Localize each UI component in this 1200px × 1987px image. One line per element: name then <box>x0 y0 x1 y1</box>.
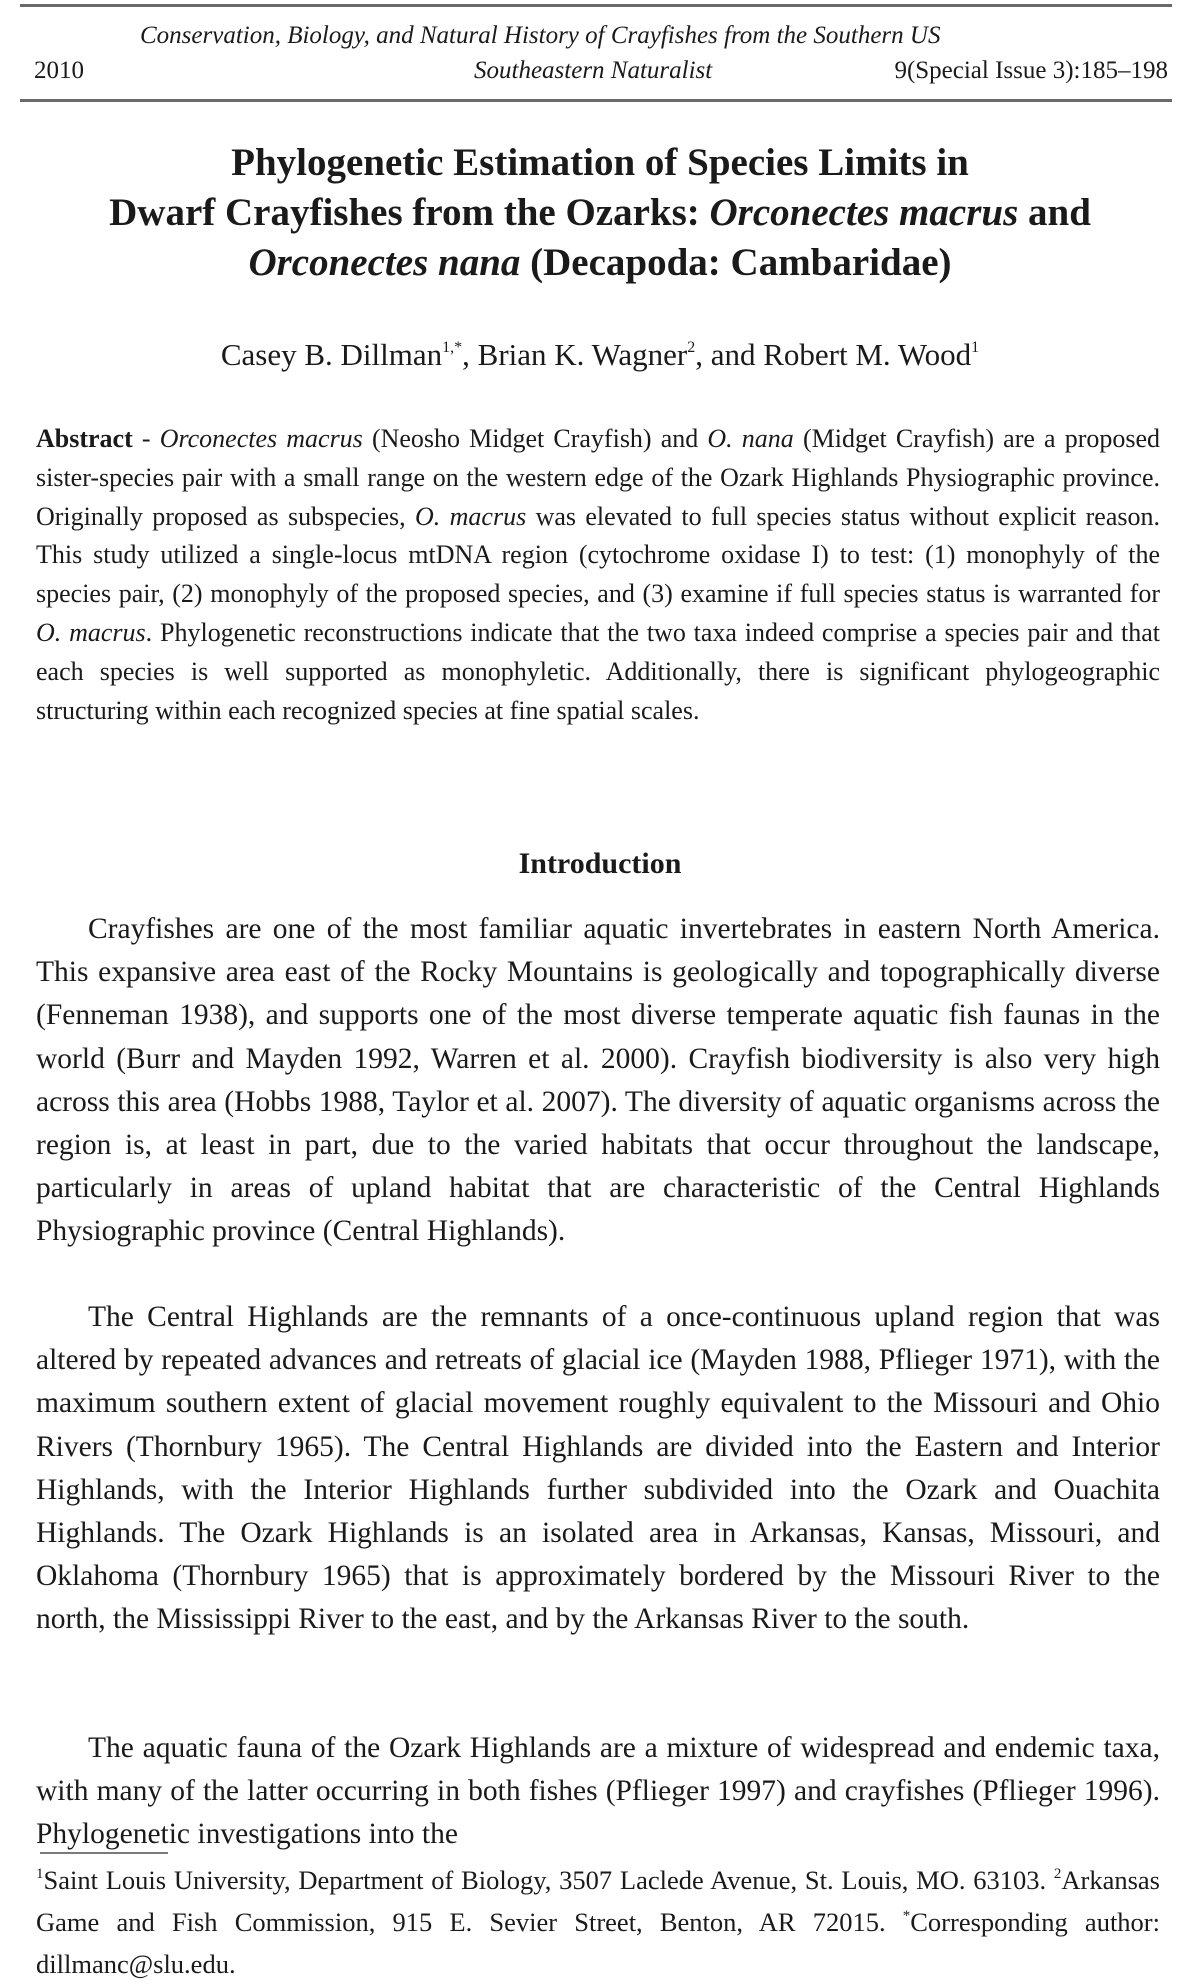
author-name: Casey B. Dillman <box>220 337 443 372</box>
footnote-rule <box>40 1852 168 1854</box>
title-text: (Decapoda: Cambaridae) <box>520 241 952 284</box>
author-list <box>0 335 1200 381</box>
footnote-mark: * <box>902 1908 911 1924</box>
volume-pages: 9(Special Issue 3):185–198 <box>894 57 1168 84</box>
species-name: Orconectes macrus <box>159 424 363 453</box>
author-affiliation-mark: 1 <box>971 339 980 356</box>
abstract-text: (Neosho Midget Crayfish) and <box>362 424 708 453</box>
author-name: Robert M. Wood <box>763 337 972 372</box>
affiliation-address: Saint Louis University, Department of Biology, 3507 Laclede Avenue, St. Louis, MO. 63103. <box>43 1865 1054 1895</box>
author-name: Brian K. Wagner <box>477 337 688 372</box>
footnote-mark: 2 <box>1053 1866 1062 1882</box>
abstract-text: . Phylogenetic reconstructions indicate that the two taxa indeed comprise a species pair and that each species is well supported as monophyletic. Additionally, there is significant phylogeographic structuring within each recognized species at fine spatial scales. <box>36 617 1160 725</box>
author-affiliation-mark: 1,* <box>442 339 463 356</box>
title-line-2 <box>30 188 1170 238</box>
abstract-label: Abstract <box>36 424 133 453</box>
species-name: O. macrus <box>415 501 527 531</box>
species-name: Orconectes nana <box>248 241 521 284</box>
header-top-rule <box>20 4 1172 7</box>
series-title: Conservation, Biology, and Natural History of Crayfishes from the Southern US <box>140 22 941 49</box>
abstract-text: (Midget Crayfish) are a proposed sister-species pair with a small range on the western edge of the Ozark Highlands Physiographic province. Originally proposed as subspecies, <box>36 424 1161 531</box>
header-bottom-rule <box>20 99 1172 102</box>
author-separator: , and <box>695 337 764 372</box>
species-name: Orconectes macrus <box>709 191 1019 234</box>
title-text: Dwarf Crayfishes from the Ozarks: <box>109 191 710 234</box>
abstract-body <box>36 424 1160 725</box>
abstract-dash: - <box>132 424 160 453</box>
title-line-3 <box>30 238 1170 288</box>
abstract-text: was elevated to full species status without explicit reason. This study utilized a single-locus mtDNA region (cytochrome oxidase I) to test: (1) monophyly of the species pair, (2) monophyly of the proposed species, and (3) examine if full species status is warranted for <box>36 501 1160 609</box>
article-title <box>30 138 1170 288</box>
body-paragraph: Crayfishes are one of the most familiar aquatic invertebrates in eastern North America. This expansive area east of the Rocky Mountains is geologically and topographically diverse (Fenneman 1938), and supports one of the most diverse temperate aquatic fish faunas in the world (Burr and Mayden 1992, Warren et al. 2000). Crayfish biodiversity is also very high across this area (Hobbs 1988, Taylor et al. 2007). The diversity of aquatic organisms across the region is, at least in part, due to the varied habitats that occur throughout the landscape, particularly in areas of upland habitat that are characteristic of the Central Highlands Physiographic province (Central Highlands). <box>36 913 1160 1248</box>
journal-name: Southeastern Naturalist <box>474 57 713 84</box>
publication-year: 2010 <box>34 57 84 84</box>
title-text: and <box>1018 191 1091 234</box>
species-name: O. nana <box>707 424 794 453</box>
body-paragraph: The Central Highlands are the remnants of a once-continuous upland region that was altered by repeated advances and retreats of glacial ice (Mayden 1988, Pflieger 1971), with the maximum southern extent of glacial movement roughly equivalent to the Missouri and Ohio Rivers (Thornbury 1965). The Central Highlands are divided into the Eastern and Interior Highlands, with the Interior Highlands further subdivided into the Ozark and Ouachita Highlands. The Ozark Highlands is an isolated area in Arkansas, Kansas, Missouri, and Oklahoma (Thornbury 1965) that is approximately bordered by the Missouri River to the north, the Mississippi River to the east, and by the Arkansas River to the south. <box>36 1301 1160 1636</box>
body-paragraph: The aquatic fauna of the Ozark Highlands are a mixture of widespread and endemic taxa, with many of the latter occurring in both fishes (Pflieger 1997) and crayfishes (Pflieger 1996). Phylogenetic investigations into the <box>36 1732 1160 1851</box>
author-separator: , <box>462 337 478 372</box>
abstract <box>36 420 1160 730</box>
author-affiliation-mark: 2 <box>687 339 696 356</box>
footnote-mark: 1 <box>36 1866 44 1882</box>
species-name: O. macrus <box>36 617 146 647</box>
affiliation-address: Arkansas Game and Fish Commission, 915 E. Sevier Street, Benton, AR 72015. <box>36 1865 1160 1937</box>
title-line-1: Phylogenetic Estimation of Species Limits in <box>231 141 969 184</box>
corresponding-author: Corresponding author: dillmanc@slu.edu. <box>36 1907 1160 1979</box>
footnotes <box>36 1862 1160 1983</box>
section-heading-introduction: Introduction <box>518 847 682 880</box>
